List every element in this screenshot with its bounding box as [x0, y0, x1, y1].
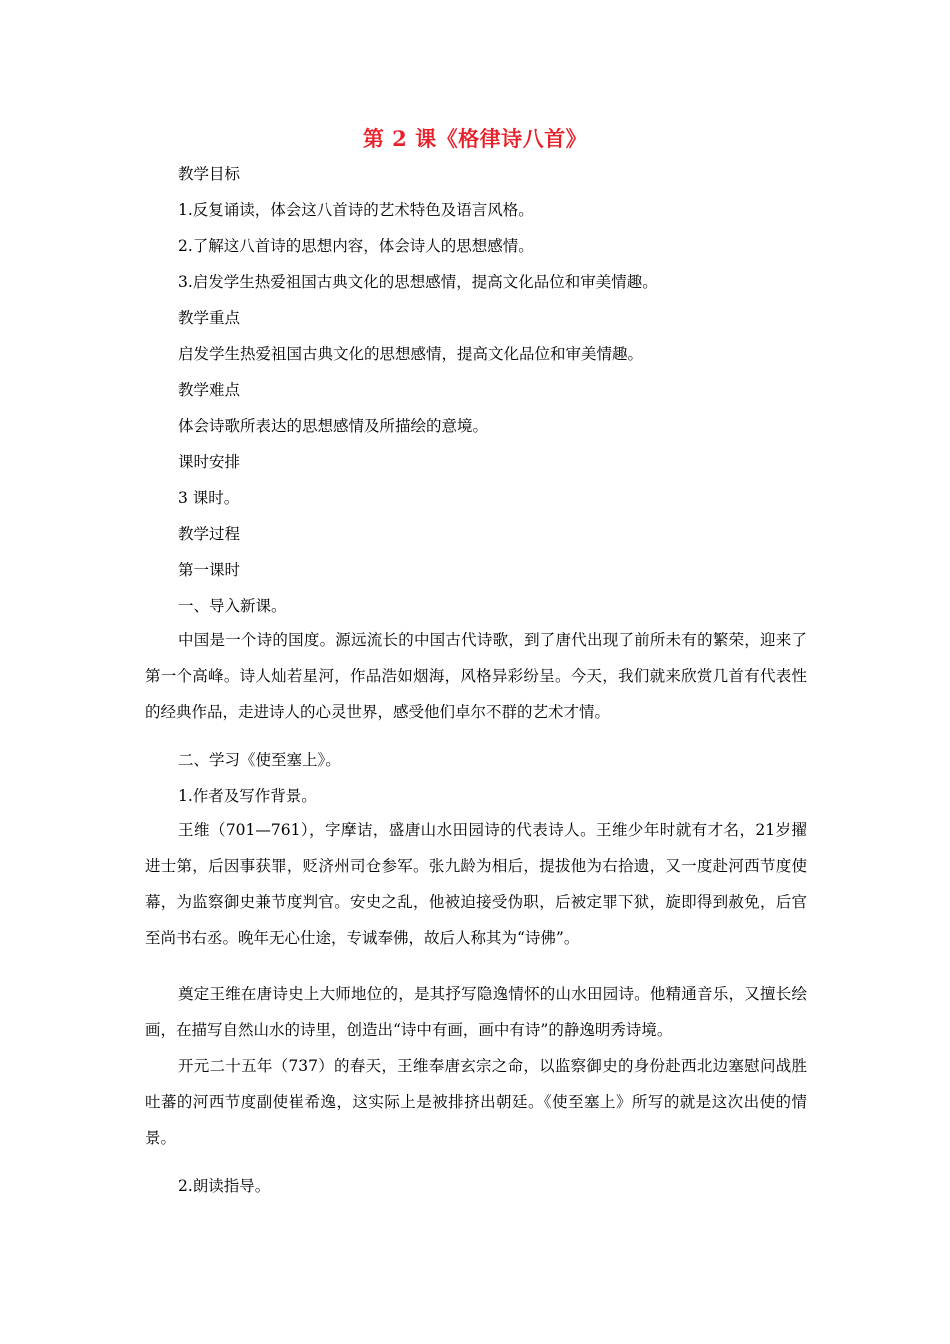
objective-3: 3.启发学生热爱祖国古典文化的思想感情，提高文化品位和审美情趣。 — [178, 273, 658, 291]
objective-1: 1.反复诵读，体会这八首诗的艺术特色及语言风格。 — [178, 201, 534, 219]
part-2-sub-2: 2.朗读指导。 — [178, 1177, 271, 1195]
background-paragraph: 开元二十五年（737）的春天，王维奉唐玄宗之命，以监察御史的身份赴西北边塞慰问战胜吐蕃的河西节度副使崔希逸，这实际上是被排挤出朝廷。《使至塞上》所写的就是这次出使的情景。 — [145, 1057, 807, 1147]
author-status-paragraph: 奠定王维在唐诗史上大师地位的，是其抒写隐逸情怀的山水田园诗。他精通音乐，又擅长绘画，在描写自然山水的诗里，创造出“诗中有画，画中有诗”的静逸明秀诗境。 — [145, 985, 807, 1039]
document-title: 第 2 课《格律诗八首》 — [362, 126, 588, 151]
objectives-heading: 教学目标 — [178, 165, 241, 183]
part-1-paragraph: 中国是一个诗的国度。源远流长的中国古代诗歌，到了唐代出现了前所未有的繁荣，迎来了第一个高峰。诗人灿若星河，作品浩如烟海，风格异彩纷呈。今天，我们就来欣赏几首有代表性的经典作品，走进诗人的心灵世界，感受他们卓尔不群的艺术才情。 — [145, 631, 807, 721]
key-heading: 教学重点 — [178, 309, 241, 327]
first-lesson-heading: 第一课时 — [178, 561, 241, 579]
author-bio-paragraph: 王维（701—761），字摩诘，盛唐山水田园诗的代表诗人。王维少年时就有才名，21岁擢进士第，后因事获罪，贬济州司仓参军。张九龄为相后，提拔他为右拾遗，又一度赴河西节度使幕，为监察御史兼节度判官。安史之乱，他被迫接受伪职，后被定罪下狱，旋即得到赦免，后官至尚书右丞。晚年无心仕途，专诚奉佛，故后人称其为“诗佛”。 — [145, 821, 807, 947]
process-heading: 教学过程 — [178, 525, 241, 543]
objective-2: 2.了解这八首诗的思想内容，体会诗人的思想感情。 — [178, 237, 534, 255]
schedule-heading: 课时安排 — [178, 453, 241, 471]
difficulty-text: 体会诗歌所表达的思想感情及所描绘的意境。 — [178, 417, 489, 435]
schedule-text: 3 课时。 — [178, 489, 240, 507]
part-1-heading: 一、导入新课。 — [178, 597, 287, 615]
part-2-heading: 二、学习《使至塞上》。 — [178, 751, 341, 769]
difficulty-heading: 教学难点 — [178, 381, 241, 399]
key-text: 启发学生热爱祖国古典文化的思想感情，提高文化品位和审美情趣。 — [178, 345, 644, 363]
part-2-sub-1: 1.作者及写作背景。 — [178, 787, 317, 805]
